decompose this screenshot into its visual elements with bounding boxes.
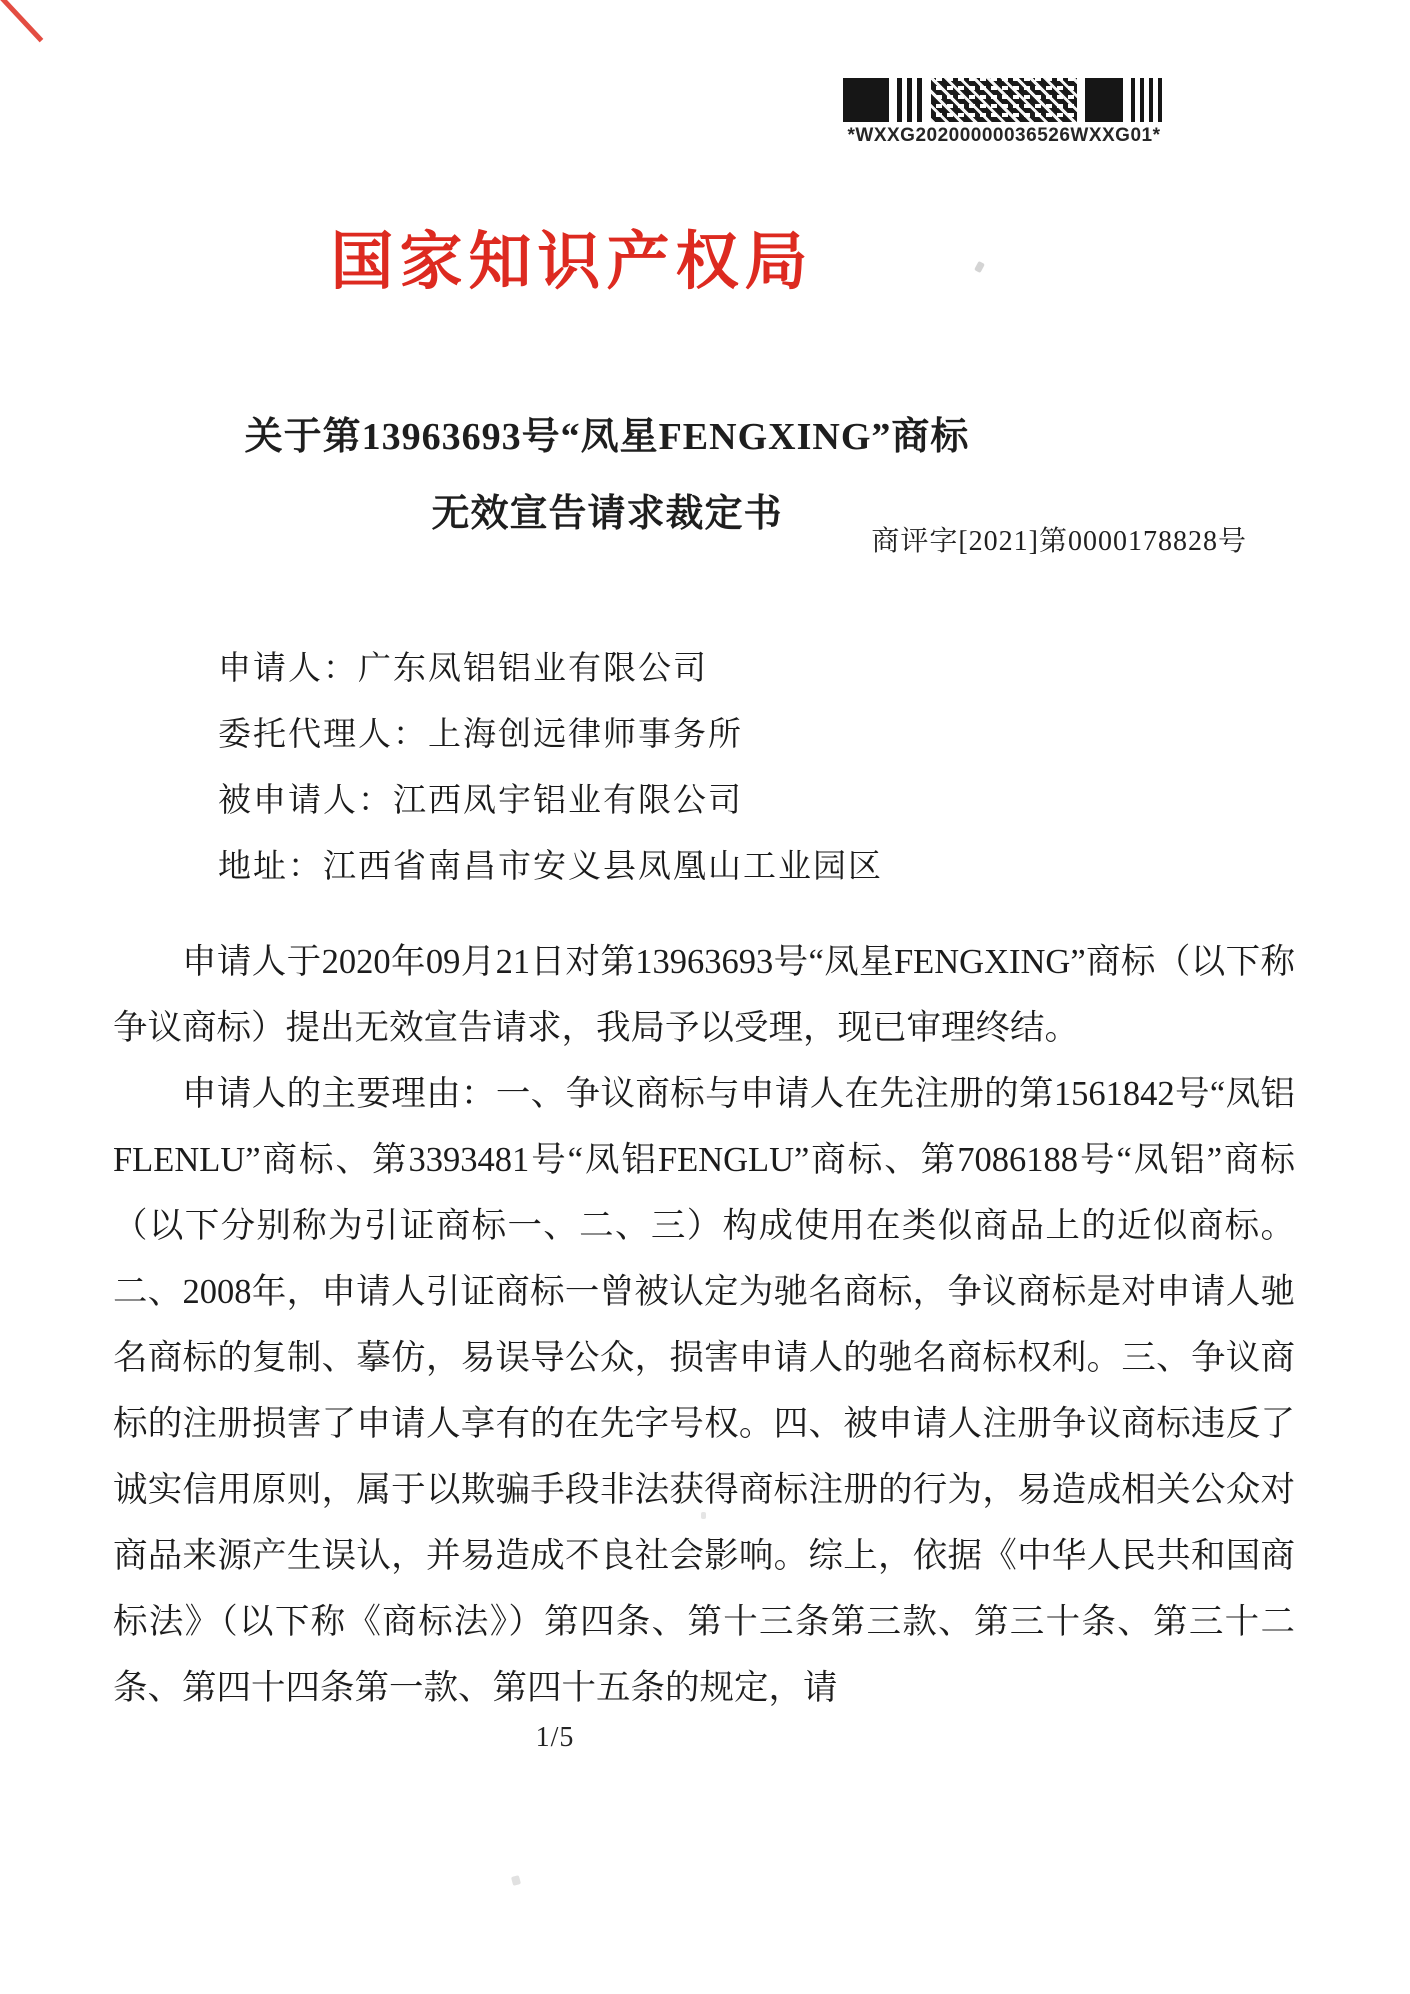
barcode-end-block [1085, 78, 1123, 122]
document-title-line1: 关于第13963693号“凤星FENGXING”商标 [244, 416, 970, 458]
barcode-block [843, 78, 1165, 147]
document-reference-number: 商评字[2021]第0000178828号 [871, 526, 1247, 557]
party-line-agent: 委托代理人：上海创远律师事务所 [218, 717, 743, 753]
party-info-block [218, 636, 1290, 900]
barcode-text: *WXXG20200000036526WXXG01* [847, 125, 1161, 146]
party-line-address: 地址：江西省南昌市安义县凤凰山工业园区 [218, 849, 883, 885]
document-title-line2: 无效宣告请求裁定书 [431, 493, 783, 535]
barcode-image [843, 78, 1165, 122]
party-line-respondent: 被申请人：江西凤宇铝业有限公司 [218, 783, 743, 819]
corner-scan-mark [0, 0, 43, 42]
party-line-applicant: 申请人：广东凤铝铝业有限公司 [218, 651, 708, 687]
page-number: 1/5 [535, 1722, 575, 1753]
barcode-bars [897, 78, 923, 122]
barcode-matrix [931, 78, 1077, 122]
barcode-start-block [843, 78, 889, 122]
scan-speck [701, 1512, 706, 1519]
document-body [113, 929, 1295, 1721]
scan-speck [511, 1875, 521, 1886]
body-paragraph: 申请人的主要理由：一、争议商标与申请人在先注册的第1561842号“凤铝 FLENLU”商标、第3393481号“凤铝FENGLU”商标、第7086188号“凤铝”商标（以下分别称为引证商标一、二、三）构成使用在类似商品上的近似商标。二、2008年，申请人引证商标一曾被认定为驰名商标，争议商标是对申请人驰名商标的复制、摹仿，易误导公众，损害申请人的驰名商标权利。三、争议商标的注册损害了申请人享有的在先字号权。四、被申请人注册争议商标违反了诚实信用原则，属于以欺骗手段非法获得商标注册的行为，易造成相关公众对商品来源产生误认，并易造成不良社会影响。综上，依据《中华人民共和国商标法》（以下称《商标法》）第四条、第十三条第三款、第三十条、第三十二条、第四十四条第一款、第四十五条的规定，请 [113, 1075, 1295, 1707]
agency-title: 国家知识产权局 [330, 227, 814, 297]
barcode-tail-bars [1131, 78, 1165, 122]
body-paragraph: 申请人于2020年09月21日对第13963693号“凤星FENGXING”商标（以下称争议商标）提出无效宣告请求，我局予以受理，现已审理终结。 [113, 943, 1295, 1047]
